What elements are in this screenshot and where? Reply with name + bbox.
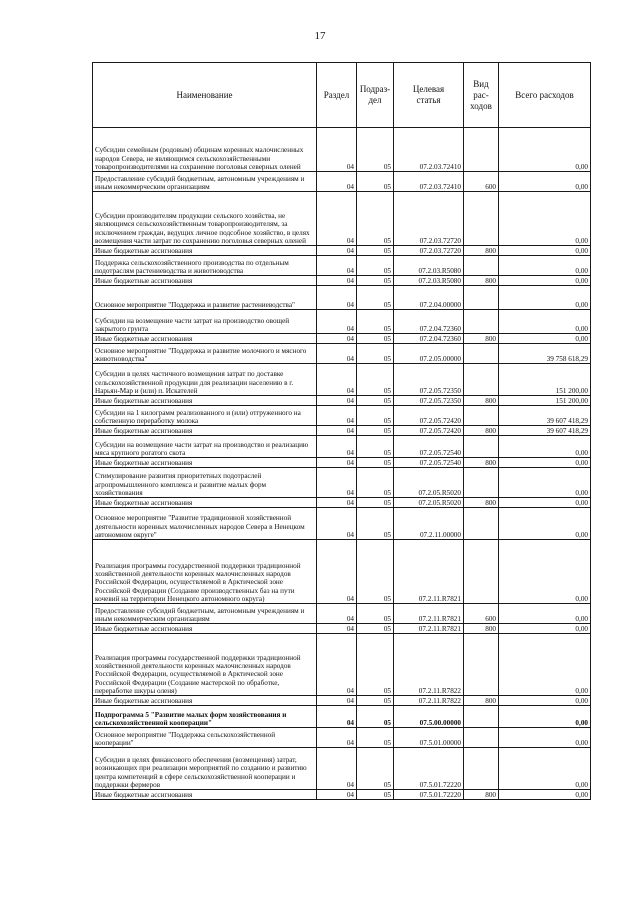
cell-section: 04	[317, 436, 357, 458]
page-number: 17	[314, 30, 326, 42]
cell-subsection: 05	[357, 192, 394, 246]
cell-target: 07.2.11.00000	[394, 508, 464, 540]
cell-total: 0,00	[499, 468, 591, 498]
table-row	[93, 334, 591, 344]
cell-total: 0,00	[499, 172, 591, 192]
cell-section: 04	[317, 790, 357, 800]
cell-target: 07.2.03.72720	[394, 246, 464, 256]
cell-target: 07.2.11.R7822	[394, 696, 464, 706]
cell-total: 39 758 618,29	[499, 344, 591, 364]
cell-section: 04	[317, 344, 357, 364]
cell-target: 07.2.03.R5080	[394, 256, 464, 276]
cell-type	[464, 436, 499, 458]
cell-total: 0,00	[499, 624, 591, 634]
cell-total: 0,00	[499, 256, 591, 276]
cell-total: 0,00	[499, 706, 591, 728]
cell-total: 0,00	[499, 334, 591, 344]
cell-section: 04	[317, 540, 357, 604]
cell-total: 0,00	[499, 436, 591, 458]
cell-target: 07.5.00.00000	[394, 706, 464, 728]
cell-section: 04	[317, 364, 357, 396]
table-row	[93, 748, 591, 790]
cell-name: Субсидии на возмещение части затрат на производство овощей закрытого грунта	[93, 310, 317, 334]
table-row	[93, 276, 591, 286]
cell-target: 07.2.11.R7821	[394, 540, 464, 604]
cell-type: 800	[464, 334, 499, 344]
cell-target: 07.5.01.00000	[394, 728, 464, 748]
cell-target: 07.2.05.72350	[394, 364, 464, 396]
cell-total: 0,00	[499, 128, 591, 172]
cell-name: Субсидии на 1 килограмм реализованного и (или) отгруженного на собственную переработку молока	[93, 406, 317, 426]
header-target: Целевая статья	[394, 63, 464, 128]
table-row	[93, 604, 591, 624]
cell-subsection: 05	[357, 748, 394, 790]
table-row	[93, 436, 591, 458]
cell-name: Иные бюджетные ассигнования	[93, 458, 317, 468]
cell-section: 04	[317, 172, 357, 192]
cell-type: 800	[464, 276, 499, 286]
header-type: Вид рас- ходов	[464, 63, 499, 128]
cell-type: 800	[464, 246, 499, 256]
cell-section: 04	[317, 192, 357, 246]
cell-name: Субсидии в целях финансового обеспечения (возмещения) затрат, возникающих при реализации мероприятий по созданию и развитию центра компетенций в сфере сельскохозяйственной кооперации и поддержки фермеров	[93, 748, 317, 790]
cell-section: 04	[317, 728, 357, 748]
table-row	[93, 426, 591, 436]
table-row	[93, 192, 591, 246]
table-row	[93, 706, 591, 728]
cell-subsection: 05	[357, 246, 394, 256]
cell-section: 04	[317, 310, 357, 334]
cell-subsection: 05	[357, 458, 394, 468]
cell-total: 0,00	[499, 604, 591, 624]
table-row	[93, 696, 591, 706]
cell-subsection: 05	[357, 344, 394, 364]
cell-subsection: 05	[357, 634, 394, 696]
cell-type	[464, 256, 499, 276]
cell-total: 151 200,00	[499, 396, 591, 406]
cell-name: Предоставление субсидий бюджетным, автономным учреждениям и иным некоммерческим организациям	[93, 172, 317, 192]
cell-type	[464, 364, 499, 396]
cell-name: Реализация программы государственной поддержки традиционной хозяйственной деятельности коренных малочисленных народов Российской Федерации, осуществляемой в Арктической зоне Российской Федерации (Создание производственных баз на пути кочевий на территории Ненецкого автономного округа)	[93, 540, 317, 604]
cell-total: 0,00	[499, 192, 591, 246]
cell-target: 07.2.05.00000	[394, 344, 464, 364]
table-row	[93, 458, 591, 468]
cell-target: 07.2.03.R5080	[394, 276, 464, 286]
budget-table	[92, 62, 591, 800]
cell-section: 04	[317, 426, 357, 436]
table-row	[93, 540, 591, 604]
cell-name: Иные бюджетные ассигнования	[93, 790, 317, 800]
header-subsection: Подраз- дел	[357, 63, 394, 128]
cell-type	[464, 706, 499, 728]
cell-type: 800	[464, 696, 499, 706]
cell-section: 04	[317, 696, 357, 706]
cell-target: 07.2.04.72360	[394, 334, 464, 344]
cell-subsection: 05	[357, 334, 394, 344]
cell-type	[464, 728, 499, 748]
cell-total: 0,00	[499, 696, 591, 706]
table-header-row	[93, 63, 591, 128]
cell-total: 151 200,00	[499, 364, 591, 396]
cell-total: 0,00	[499, 458, 591, 468]
cell-target: 07.2.04.00000	[394, 286, 464, 310]
cell-subsection: 05	[357, 436, 394, 458]
cell-subsection: 05	[357, 406, 394, 426]
cell-total: 0,00	[499, 540, 591, 604]
table-body	[93, 128, 591, 800]
cell-section: 04	[317, 468, 357, 498]
cell-subsection: 05	[357, 276, 394, 286]
table-row	[93, 624, 591, 634]
cell-subsection: 05	[357, 172, 394, 192]
table-row	[93, 172, 591, 192]
cell-type	[464, 508, 499, 540]
table-row	[93, 634, 591, 696]
cell-name: Предоставление субсидий бюджетным, автономным учреждениям и иным некоммерческим организациям	[93, 604, 317, 624]
cell-name: Стимулирование развития приоритетных подотраслей агропромышленного комплекса и развитие малых форм хозяйствования	[93, 468, 317, 498]
cell-section: 04	[317, 276, 357, 286]
table-row	[93, 344, 591, 364]
cell-type	[464, 748, 499, 790]
cell-total: 39 607 418,29	[499, 406, 591, 426]
cell-name: Иные бюджетные ассигнования	[93, 334, 317, 344]
cell-section: 04	[317, 256, 357, 276]
cell-subsection: 05	[357, 696, 394, 706]
cell-type	[464, 634, 499, 696]
header-section: Раздел	[317, 63, 357, 128]
cell-type	[464, 344, 499, 364]
table-row	[93, 468, 591, 498]
table-row	[93, 364, 591, 396]
cell-type	[464, 406, 499, 426]
cell-section: 04	[317, 406, 357, 426]
cell-target: 07.2.05.R5020	[394, 468, 464, 498]
cell-total: 0,00	[499, 748, 591, 790]
cell-type	[464, 310, 499, 334]
cell-total: 0,00	[499, 790, 591, 800]
cell-target: 07.2.11.R7821	[394, 604, 464, 624]
cell-section: 04	[317, 706, 357, 728]
cell-subsection: 05	[357, 426, 394, 436]
cell-target: 07.5.01.72220	[394, 748, 464, 790]
cell-section: 04	[317, 498, 357, 508]
cell-name: Иные бюджетные ассигнования	[93, 498, 317, 508]
cell-name: Субсидии в целях частичного возмещения затрат по доставке сельскохозяйственной продукции для реализации населению в г. Нарьян-Мар и (или) п. Искателей	[93, 364, 317, 396]
cell-section: 04	[317, 286, 357, 310]
cell-name: Основное мероприятие "Развитие традиционной хозяйственной деятельности коренных малочисленных народов Севера в Ненецком автономном округе"	[93, 508, 317, 540]
table-row	[93, 508, 591, 540]
header-name: Наименование	[93, 63, 317, 128]
cell-total: 0,00	[499, 286, 591, 310]
cell-type: 800	[464, 458, 499, 468]
cell-target: 07.5.01.72220	[394, 790, 464, 800]
table-row	[93, 128, 591, 172]
cell-target: 07.2.05.72540	[394, 458, 464, 468]
cell-section: 04	[317, 458, 357, 468]
cell-target: 07.2.05.72420	[394, 426, 464, 436]
cell-type	[464, 540, 499, 604]
table-row	[93, 256, 591, 276]
cell-subsection: 05	[357, 128, 394, 172]
cell-section: 04	[317, 128, 357, 172]
cell-name: Субсидии семейным (родовым) общинам коренных малочисленных народов Севера, не являющимся сельскохозяйственными товаропроизводителями на сохранение поголовья северных оленей	[93, 128, 317, 172]
cell-name: Иные бюджетные ассигнования	[93, 696, 317, 706]
cell-type	[464, 128, 499, 172]
table-row	[93, 406, 591, 426]
table-row	[93, 246, 591, 256]
cell-subsection: 05	[357, 728, 394, 748]
cell-total: 0,00	[499, 276, 591, 286]
cell-name: Иные бюджетные ассигнования	[93, 246, 317, 256]
cell-name: Иные бюджетные ассигнования	[93, 396, 317, 406]
table-row	[93, 310, 591, 334]
cell-target: 07.2.05.R5020	[394, 498, 464, 508]
cell-subsection: 05	[357, 364, 394, 396]
cell-type: 800	[464, 396, 499, 406]
cell-type: 800	[464, 426, 499, 436]
cell-type: 800	[464, 498, 499, 508]
cell-name: Подпрограмма 5 "Развитие малых форм хозяйствования и сельскохозяйственной кооперации"	[93, 706, 317, 728]
table-row	[93, 396, 591, 406]
table-row	[93, 286, 591, 310]
cell-total: 0,00	[499, 634, 591, 696]
cell-type: 600	[464, 172, 499, 192]
table-row	[93, 498, 591, 508]
table-row	[93, 790, 591, 800]
header-total: Всего расходов	[499, 63, 591, 128]
cell-subsection: 05	[357, 498, 394, 508]
cell-subsection: 05	[357, 790, 394, 800]
cell-target: 07.2.05.72350	[394, 396, 464, 406]
cell-target: 07.2.05.72420	[394, 406, 464, 426]
cell-type: 600	[464, 604, 499, 624]
cell-name: Иные бюджетные ассигнования	[93, 624, 317, 634]
cell-type	[464, 468, 499, 498]
cell-name: Поддержка сельскохозяйственного производства по отдельным подотраслям растениеводства и животноводства	[93, 256, 317, 276]
cell-subsection: 05	[357, 624, 394, 634]
cell-name: Субсидии производителям продукции сельского хозяйства, не являющимся сельскохозяйственным товаропроизводителям, за исключением граждан, ведущих личное подсобное хозяйство, в целях возмещения части затрат по сохранению поголовья северных оленей	[93, 192, 317, 246]
cell-section: 04	[317, 396, 357, 406]
cell-subsection: 05	[357, 286, 394, 310]
cell-target: 07.2.04.72360	[394, 310, 464, 334]
cell-total: 39 607 418,29	[499, 426, 591, 436]
cell-type	[464, 192, 499, 246]
cell-name: Иные бюджетные ассигнования	[93, 426, 317, 436]
cell-target: 07.2.03.72410	[394, 128, 464, 172]
cell-total: 0,00	[499, 508, 591, 540]
cell-target: 07.2.05.72540	[394, 436, 464, 458]
cell-target: 07.2.11.R7822	[394, 634, 464, 696]
cell-subsection: 05	[357, 256, 394, 276]
cell-target: 07.2.11.R7821	[394, 624, 464, 634]
cell-total: 0,00	[499, 246, 591, 256]
cell-total: 0,00	[499, 728, 591, 748]
cell-section: 04	[317, 604, 357, 624]
cell-subsection: 05	[357, 508, 394, 540]
cell-total: 0,00	[499, 498, 591, 508]
cell-subsection: 05	[357, 468, 394, 498]
cell-name: Основное мероприятие "Поддержка сельскохозяйственной кооперации"	[93, 728, 317, 748]
cell-section: 04	[317, 634, 357, 696]
cell-target: 07.2.03.72720	[394, 192, 464, 246]
table-row	[93, 728, 591, 748]
cell-type: 800	[464, 624, 499, 634]
cell-section: 04	[317, 508, 357, 540]
cell-section: 04	[317, 624, 357, 634]
cell-section: 04	[317, 246, 357, 256]
cell-section: 04	[317, 334, 357, 344]
cell-name: Основное мероприятие "Поддержка и развитие молочного и мясного животноводства"	[93, 344, 317, 364]
cell-subsection: 05	[357, 310, 394, 334]
cell-target: 07.2.03.72410	[394, 172, 464, 192]
cell-name: Основное мероприятие "Поддержка и развитие растениеводства"	[93, 286, 317, 310]
cell-subsection: 05	[357, 706, 394, 728]
cell-name: Иные бюджетные ассигнования	[93, 276, 317, 286]
cell-section: 04	[317, 748, 357, 790]
cell-subsection: 05	[357, 396, 394, 406]
cell-subsection: 05	[357, 540, 394, 604]
cell-type: 800	[464, 790, 499, 800]
cell-name: Субсидии на возмещение части затрат на производство и реализацию мяса крупного рогатого скота	[93, 436, 317, 458]
cell-type	[464, 286, 499, 310]
cell-total: 0,00	[499, 310, 591, 334]
cell-name: Реализация программы государственной поддержки традиционной хозяйственной деятельности коренных малочисленных народов Российской Федерации, осуществляемой в Арктической зоне Российской Федерации (Создание мастерской по обработке, переработке шкуры оленя)	[93, 634, 317, 696]
cell-subsection: 05	[357, 604, 394, 624]
